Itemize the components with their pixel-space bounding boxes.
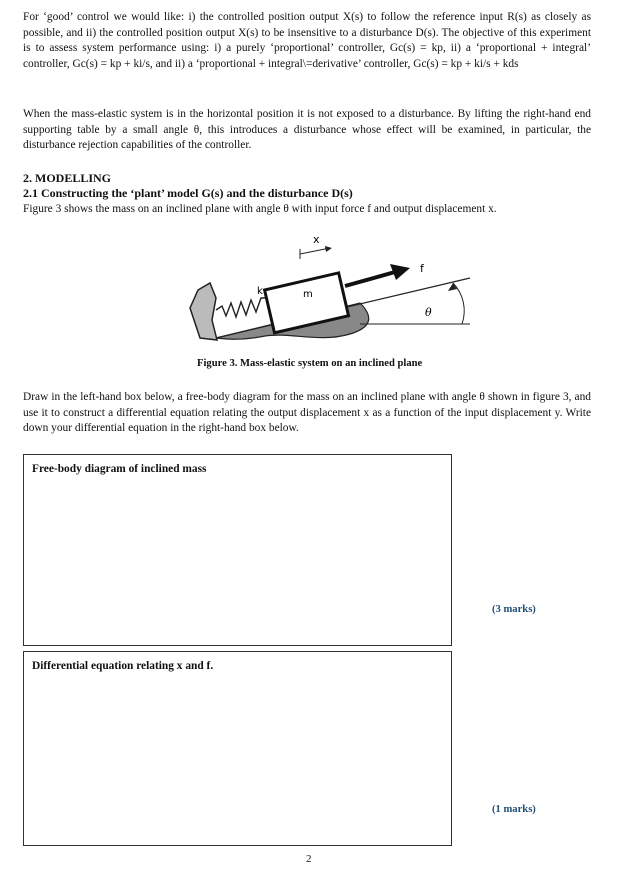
label-k: k bbox=[257, 286, 263, 297]
inclined-mass-figure bbox=[170, 228, 480, 368]
figure-intro-paragraph: Figure 3 shows the mass on an inclined plane with angle θ with input force f and output displacement x. bbox=[23, 203, 497, 215]
differential-equation-box[interactable] bbox=[23, 651, 452, 846]
disturbance-paragraph: When the mass-elastic system is in the horizontal position it is not exposed to a disturbance. By lifting the right-hand end supporting table by a small angle θ, this introduces a disturbance whose effect will be examined, in particular, the disturbance rejection capabilities of the controller. bbox=[23, 108, 591, 152]
force-arrow bbox=[345, 272, 395, 286]
label-theta: θ bbox=[425, 306, 432, 319]
fbd-marks: (3 marks) bbox=[492, 604, 536, 615]
label-x: x bbox=[313, 233, 320, 246]
force-arrowhead bbox=[390, 264, 410, 280]
spring bbox=[216, 298, 268, 317]
subsection-heading: 2.1 Constructing the ‘plant’ model G(s) and the disturbance D(s) bbox=[23, 186, 353, 200]
label-f: f bbox=[420, 262, 424, 275]
section-heading: 2. MODELLING bbox=[23, 171, 112, 185]
displacement-arrowhead bbox=[325, 246, 332, 252]
theta-arrowhead bbox=[448, 283, 457, 291]
wall bbox=[190, 283, 217, 340]
figure-caption: Figure 3. Mass-elastic system on an inclined plane bbox=[197, 358, 423, 369]
free-body-diagram-label: Free-body diagram of inclined mass bbox=[32, 463, 207, 475]
equation-marks: (1 marks) bbox=[492, 804, 536, 815]
intro-paragraph: For ‘good’ control we would like: i) the controlled position output X(s) to follow the reference input R(s) as closely as possible, and ii) the controlled position output X(s) to be insensitive to a disturbance D(s). The objective of this experiment is to assess system performance using: i) a purely ‘proportional’ controller, Gc(s) = kp, ii) a ‘proportional + integral’ controller, Gc(s) = kp + ki/s, and ii) a ‘proportional + integral\=derivative’ controller, Gc(s) = kp + ki/s + kds bbox=[23, 11, 591, 70]
instruction-paragraph: Draw in the left-hand box below, a free-body diagram for the mass on an inclined plane with angle θ shown in figure 3, and use it to construct a differential equation relating the output displacement x as a function of the input displacement y. Write down your differential equation in the right-hand box below. bbox=[23, 391, 591, 435]
label-m: m bbox=[303, 289, 313, 300]
differential-equation-label: Differential equation relating x and f. bbox=[32, 660, 214, 672]
free-body-diagram-box[interactable] bbox=[23, 454, 452, 646]
page-number: 2 bbox=[306, 853, 312, 865]
